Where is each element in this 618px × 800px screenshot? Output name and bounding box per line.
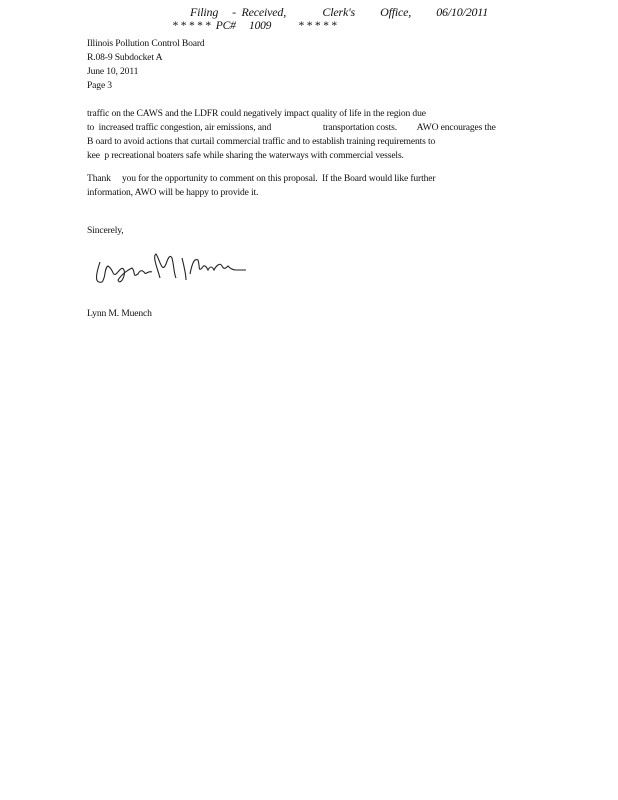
body-paragraph-1-line-1: traffic on the CAWS and the LDFR could negatively impact quality of life in the region due — [87, 108, 426, 119]
address-line-date: June 10, 2011 — [87, 66, 139, 77]
body-paragraph-1-line-3: B oard to avoid actions that curtail commercial traffic and to establish training requirements to — [87, 136, 436, 147]
closing-salutation: Sincerely, — [87, 225, 124, 236]
handwritten-signature — [90, 248, 250, 290]
filing-stamp-line-1: Filing - Received, Clerk's Office, 06/10/2011 — [190, 5, 489, 19]
body-paragraph-1-line-4: kee p recreational boaters safe while sharing the waterways with commercial vessels. — [87, 150, 404, 161]
signer-name: Lynn M. Muench — [87, 308, 152, 319]
body-paragraph-2-line-2: information, AWO will be happy to provide it. — [87, 187, 259, 198]
body-paragraph-2-line-1: Thank you for the opportunity to comment on this proposal. If the Board would like further — [87, 173, 436, 184]
filing-stamp-line-2: * * * * * PC# 1009 * * * * * — [172, 20, 337, 32]
page-number: Page 3 — [87, 80, 112, 91]
address-line-docket: R.08-9 Subdocket A — [87, 52, 163, 63]
body-paragraph-1-line-2: to increased traffic congestion, air emissions, and transportation costs. AWO encourages the — [87, 122, 496, 133]
address-line-board: Illinois Pollution Control Board — [87, 38, 205, 49]
